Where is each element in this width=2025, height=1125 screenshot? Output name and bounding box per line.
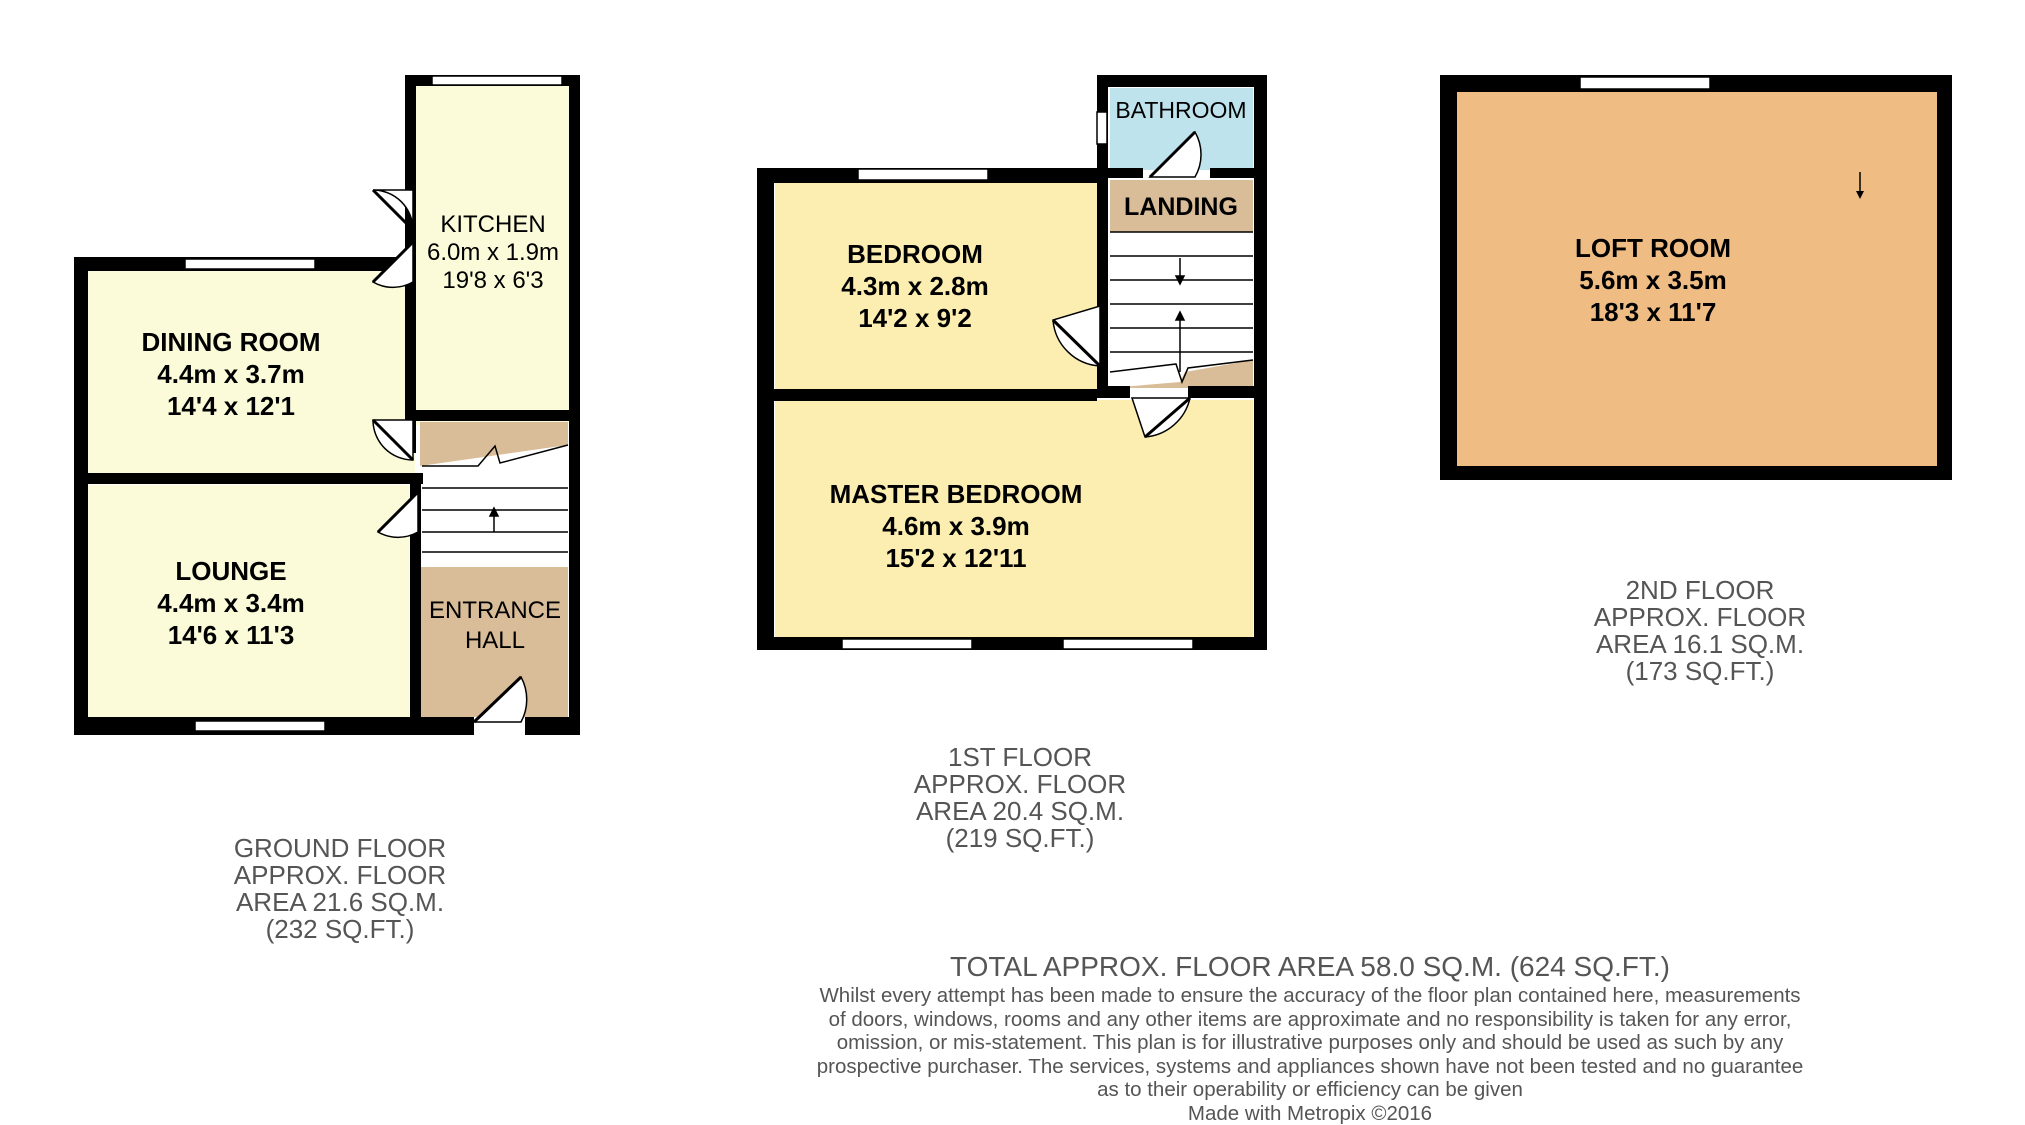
dining-room-label: DINING ROOM (141, 327, 320, 357)
entrance-hall-label-1: ENTRANCE (429, 597, 561, 624)
first-floor-sqft: (219 SQ.FT.) (946, 823, 1095, 853)
master-bedroom-imperial: 15'2 x 12'11 (885, 543, 1026, 573)
metropix-credit: Made with Metropix ©2016 (760, 1102, 1860, 1125)
dining-room-imperial: 14'4 x 12'1 (167, 391, 295, 421)
ground-floor-area: AREA 21.6 SQ.M. (236, 887, 444, 917)
loft-room-label: LOFT ROOM (1575, 233, 1731, 263)
second-floor-plan (1440, 75, 1952, 480)
bathroom-label: BATHROOM (1115, 97, 1246, 123)
master-bedroom-metric: 4.6m x 3.9m (882, 511, 1029, 541)
first-floor-summary (914, 742, 1126, 853)
lounge-imperial: 14'6 x 11'3 (168, 620, 295, 650)
second-floor-approx: APPROX. FLOOR (1594, 602, 1806, 632)
bedroom-label: BEDROOM (847, 239, 983, 269)
loft-room-imperial: 18'3 x 11'7 (1590, 297, 1717, 327)
kitchen-label: KITCHEN (440, 211, 545, 238)
entrance-hall-label-2: HALL (465, 627, 525, 654)
plan-footer (760, 950, 1860, 1125)
total-floor-area: TOTAL APPROX. FLOOR AREA 58.0 SQ.M. (624 SQ.FT.) (760, 950, 1860, 984)
loft-room-metric: 5.6m x 3.5m (1579, 265, 1726, 295)
ground-floor-plan (74, 75, 580, 735)
second-floor-title: 2ND FLOOR (1626, 575, 1775, 605)
lounge-metric: 4.4m x 3.4m (157, 588, 304, 618)
ground-floor-approx: APPROX. FLOOR (234, 860, 446, 890)
disclaimer-line-5: as to their operability or efficiency can be given (760, 1078, 1860, 1102)
master-bedroom-label: MASTER BEDROOM (830, 479, 1083, 509)
disclaimer-line-2: of doors, windows, rooms and any other items are approximate and no responsibility is taken for any error, (760, 1008, 1860, 1032)
kitchen-imperial: 19'8 x 6'3 (442, 267, 543, 294)
ground-floor-sqft: (232 SQ.FT.) (266, 914, 415, 944)
bedroom-metric: 4.3m x 2.8m (841, 271, 988, 301)
landing-label: LANDING (1124, 193, 1238, 221)
lounge-label: LOUNGE (175, 556, 286, 586)
ground-floor-title: GROUND FLOOR (234, 833, 446, 863)
first-floor-area: AREA 20.4 SQ.M. (916, 796, 1124, 826)
first-floor-approx: APPROX. FLOOR (914, 769, 1126, 799)
disclaimer-line-4: prospective purchaser. The services, systems and appliances shown have not been tested and no guarantee (760, 1055, 1860, 1079)
second-floor-area: AREA 16.1 SQ.M. (1596, 629, 1804, 659)
ground-floor-summary (234, 833, 446, 944)
kitchen-metric: 6.0m x 1.9m (427, 239, 559, 266)
second-floor-sqft: (173 SQ.FT.) (1626, 656, 1775, 686)
disclaimer-line-1: Whilst every attempt has been made to ensure the accuracy of the floor plan contained here, measurements (760, 984, 1860, 1008)
loft-window (1580, 77, 1710, 89)
second-floor-summary (1594, 575, 1806, 686)
ground-staircase (420, 445, 568, 567)
first-floor-plan (757, 75, 1267, 650)
bedroom-imperial: 14'2 x 9'2 (858, 303, 972, 333)
first-floor-title: 1ST FLOOR (948, 742, 1092, 772)
dining-room-metric: 4.4m x 3.7m (157, 359, 304, 389)
disclaimer-line-3: omission, or mis-statement. This plan is for illustrative purposes only and should be used as such by any (760, 1031, 1860, 1055)
